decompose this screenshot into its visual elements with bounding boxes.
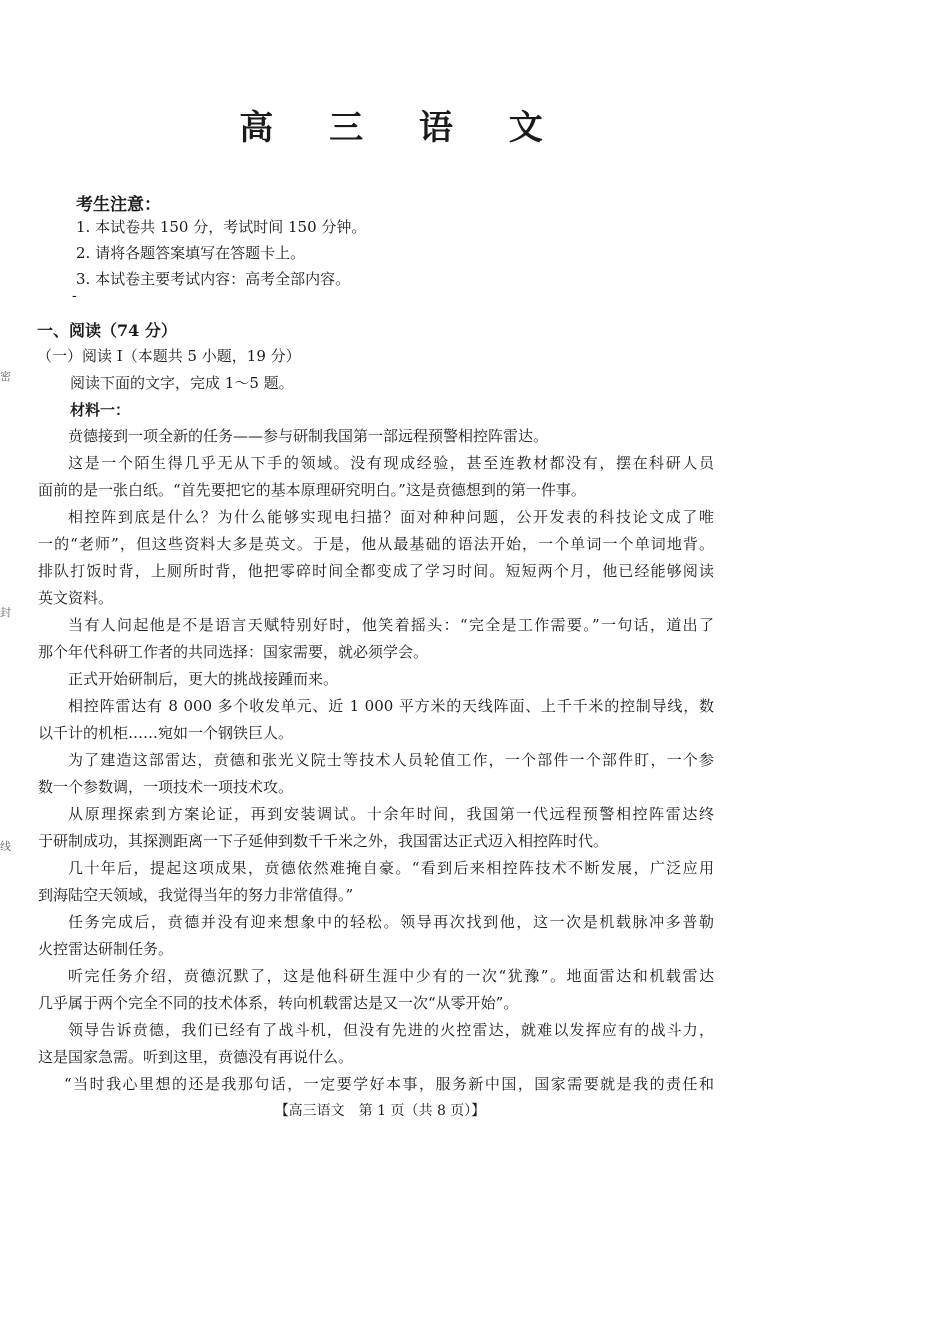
paragraph-line: 几乎属于两个完全不同的技术体系，转向机载雷达是又一次“从零开始”。 [38,994,519,1012]
paragraph-line: 从原理探索到方案论证，再到安装调试。十余年时间，我国第一代远程预警相控阵雷达终 [68,805,714,823]
paragraph-line: “当时我心里想的还是我那句话，一定要学好本事，服务新中国，国家需要就是我的责任和 [64,1075,714,1093]
paragraph-line: 英文资料。 [38,589,114,607]
paragraph-line: 为了建造这部雷达，贲德和张光义院士等技术人员轮值工作，一个部件一个部件盯，一个参 [68,751,714,769]
paragraph-line: 以千计的机柜……宛如一个钢铁巨人。 [38,724,294,742]
binding-margin-mark: 线 [0,840,11,853]
page-title: 高 三 语 文 [239,108,565,148]
notice-item: 2. 请将各题答案填写在答题卡上。 [76,244,306,262]
paragraph-line: 领导告诉贲德，我们已经有了战斗机，但没有先进的火控雷达，就难以发挥应有的战斗力， [68,1021,714,1039]
paragraph-line: 贲德接到一项全新的任务——参与研制我国第一部远程预警相控阵雷达。 [68,427,549,445]
page-footer: 【高三语文 第 1 页（共 8 页）】 [274,1103,486,1119]
paragraph-line: 当有人问起他是不是语言天赋特别好时，他笑着摇头：“完全是工作需要。”一句话，道出了 [68,616,714,634]
instruction-text: 阅读下面的文字，完成 1～5 题。 [70,374,294,392]
paragraph-line: 一的“老师”，但这些资料大多是英文。于是，他从最基础的语法开始，一个单词一个单词地背。 [38,535,714,553]
paragraph-line: 到海陆空天领域，我觉得当年的努力非常值得。” [38,886,354,904]
binding-margin-mark: 密 [0,370,11,383]
paragraph-line: 这是一个陌生得几乎无从下手的领域。没有现成经验，甚至连教材都没有，摆在科研人员 [68,454,714,472]
paragraph-line: 排队打饭时背，上厕所时背，他把零碎时间全都变成了学习时间。短短两个月，他已经能够阅读 [38,562,714,580]
subsection-heading: （一）阅读 I（本题共 5 小题，19 分） [37,347,301,365]
material-heading: 材料一： [70,401,131,419]
stray-dash: - [72,288,77,304]
notice-item: 3. 本试卷主要考试内容：高考全部内容。 [76,270,351,288]
notice-item: 1. 本试卷共 150 分，考试时间 150 分钟。 [76,218,367,236]
paragraph-line: 面前的是一张白纸。“首先要把它的基本原理研究明白。”这是贲德想到的第一件事。 [38,481,586,499]
section-heading: 一、阅读（74 分） [37,321,177,340]
paragraph-line: 那个年代科研工作者的共同选择：国家需要，就必须学会。 [38,643,429,661]
paragraph-line: 几十年后，提起这项成果，贲德依然难掩自豪。“看到后来相控阵技术不断发展，广泛应用 [68,859,714,877]
paragraph-line: 数一个参数调，一项技术一项技术攻。 [38,778,294,796]
paragraph-line: 于研制成功，其探测距离一下子延伸到数千千米之外，我国雷达正式迈入相控阵时代。 [38,832,609,850]
notice-heading: 考生注意： [76,195,161,215]
paragraph-line: 正式开始研制后，更大的挑战接踵而来。 [68,670,339,688]
paragraph-line: 任务完成后，贲德并没有迎来想象中的轻松。领导再次找到他，这一次是机载脉冲多普勒 [68,913,714,931]
paragraph-line: 这是国家急需。听到这里，贲德没有再说什么。 [38,1048,354,1066]
paragraph-line: 火控雷达研制任务。 [38,940,174,958]
paragraph-line: 相控阵雷达有 8 000 多个收发单元、近 1 000 平方米的天线阵面、上千千米的控制导线，数 [68,697,714,715]
paragraph-line: 听完任务介绍，贲德沉默了，这是他科研生涯中少有的一次“犹豫”。地面雷达和机载雷达 [68,967,714,985]
binding-margin-mark: 封 [0,606,11,619]
paragraph-line: 相控阵到底是什么？为什么能够实现电扫描？面对种种问题，公开发表的科技论文成了唯 [68,508,714,526]
